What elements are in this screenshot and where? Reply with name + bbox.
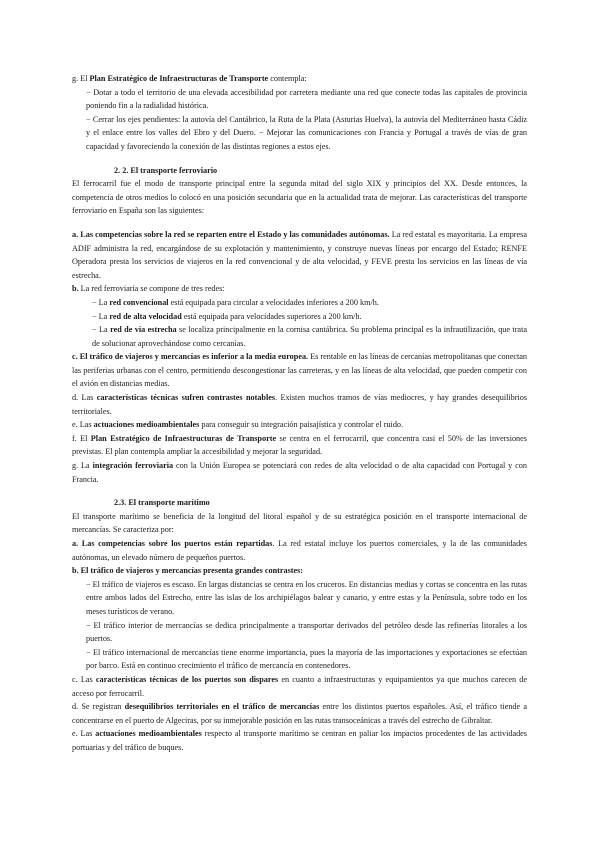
rail-point-b: b. La red ferroviaria se compone de tres redes:	[72, 284, 225, 294]
sea-traffic-item: − El tráfico internacional de mercancías tiene enorme importancia, pues la mayoría de las importaciones y exportaciones se efectúan por barco. Está en continuo crecimiento el tráfico de mercancía en contenedores.	[86, 647, 527, 671]
section-heading-sea: 2.3. El transporte marítimo	[114, 498, 210, 508]
sea-point-c: c. Las características técnicas de los puertos son dispares en cuanto a infraestructuras y equipamientos ya que muchos carecen de acceso por ferrocarril.	[72, 674, 527, 698]
rail-point-a: a. Las competencias sobre la red se reparten entre el Estado y las comunidades autónomas. La red estatal es mayoritaria. La empresa ADIF administra la red, encargándose de su explotación y mantenimiento, y construye nuevas líneas por encargo del Estado; RENFE Operadora presta los servicios de viajeros en la red convencional y de alta velocidad, y FEVE presta los servicios en las líneas de vía estrecha.	[72, 229, 527, 280]
rail-point-g: g. La integración ferroviaria con la Unión Europea se potenciará con redes de alta velocidad o de alta capacidad con Portugal y con Francia.	[72, 461, 527, 484]
g-lead: g. El Plan Estratégico de Infraestructuras de Transporte contempla:	[72, 74, 307, 83]
rail-point-d: d. Las características técnicas sufren contrastes notables. Existen muchos tramos de vías mediocres, y hay grandes desequilibrios territoriales.	[72, 393, 528, 416]
g-lead-bold: Plan Estratégico de Infraestructuras de Transporte	[89, 74, 269, 83]
sea-point-d: d. Se registran desequilibrios territoriales en el tráfico de mercancías entre los distintos puertos españoles. Así, el tráfico tiende a concentrarse en el puerto de Algeciras, por su inmejorable posición en las rutas transoceánicas a través del estrecho de Gibraltar.	[72, 702, 527, 725]
sea-traffic-item: − El tráfico de viajeros es escaso. En largas distancias se centra en los cruceros. En distancias medias y cortas se concentra en las rutas entre ambos lados del Estrecho, entre las islas de los archipiélagos balear y canario, y entre estas y la Península, sobre todo en los meses turísticos de verano.	[86, 579, 527, 616]
g-item: − Cerrar los ejes pendientes: la autovía del Cantábrico, la Ruta de la Plata (Asturias Huelva), la autovía del Mediterráneo hasta Cádiz y el enlace entre los valles del Ebro y del Duero. − Mejorar las comunicaciones con Francia y Portugal a través de vías de gran capacidad y favoreciendo la conexión de las distintas regiones a estos ejes.	[86, 114, 527, 151]
rail-network-item: − La red de vía estrecha se localiza principalmente en la cornisa cantábrica. Su problema principal es la infrautilización, que trata de solucionar aprovechándose como cercanías.	[92, 325, 527, 348]
sea-point-b: b. El tráfico de viajeros y mercancías presenta grandes contrastes:	[72, 566, 304, 576]
rail-point-f: f. El Plan Estratégico de Infraestructuras de Transporte se centra en el ferrocarril, que concentra casi el 50% de las inversiones previstas. El plan contempla ampliar la accesibilidad y mejorar la seguridad.	[72, 433, 527, 457]
rail-point-c: c. El tráfico de viajeros y mercancías es inferior a la media europea. Es rentable en las líneas de cercanías metropolitanas que conectan las periferias urbanas con el centro, permitiendo descongestionar las carreteras, y en las líneas de alta velocidad, que pueden competir con el avión en distancias medias.	[72, 352, 527, 389]
sea-point-e: e. Las actuaciones medioambientales respecto al transporte marítimo se centran en paliar los impactos procedentes de las actividades portuarias y del tráfico de buques.	[72, 729, 527, 752]
document-page	[72, 72, 527, 755]
rail-intro: El ferrocarril fue el modo de transporte principal entre la segunda mitad del siglo XIX y principios del XX. Desde entonces, la competencia de otros medios lo colocó en una posición secundaria que en la actualidad trata de mejorar. Las características del transporte ferroviario en España son las siguientes:	[72, 179, 527, 216]
rail-point-e: e. Las actuaciones medioambientales para conseguir su integración paisajística y controlar el ruido.	[72, 420, 404, 430]
rail-network-item: − La red de alta velocidad está equipada para velocidades superiores a 200 km/h.	[92, 311, 362, 321]
g-item: − Dotar a todo el territorio de una elevada accesibilidad por carretera mediante una red que conecte todas las capitales de provincia poniendo fin a la radialidad histórica.	[86, 87, 527, 111]
sea-intro: El transporte marítimo se beneficia de la longitud del litoral español y de su estratégica posición en el transporte internacional de mercancías. Se caracteriza por:	[72, 511, 527, 535]
sea-traffic-item: − El tráfico interior de mercancías se dedica principalmente a transportar derivados del petróleo desde las refinerías litorales a los puertos.	[86, 620, 527, 644]
rail-network-item: − La red convencional está equipada para circular a velocidades inferiores a 200 km/h.	[92, 297, 379, 307]
section-heading-rail: 2. 2. El transporte ferroviario	[114, 165, 218, 175]
sea-point-a: a. Las competencias sobre los puertos están repartidas. La red estatal incluye los puertos comerciales, y la de las comunidades autónomas, un elevado número de pequeños puertos.	[72, 539, 527, 562]
